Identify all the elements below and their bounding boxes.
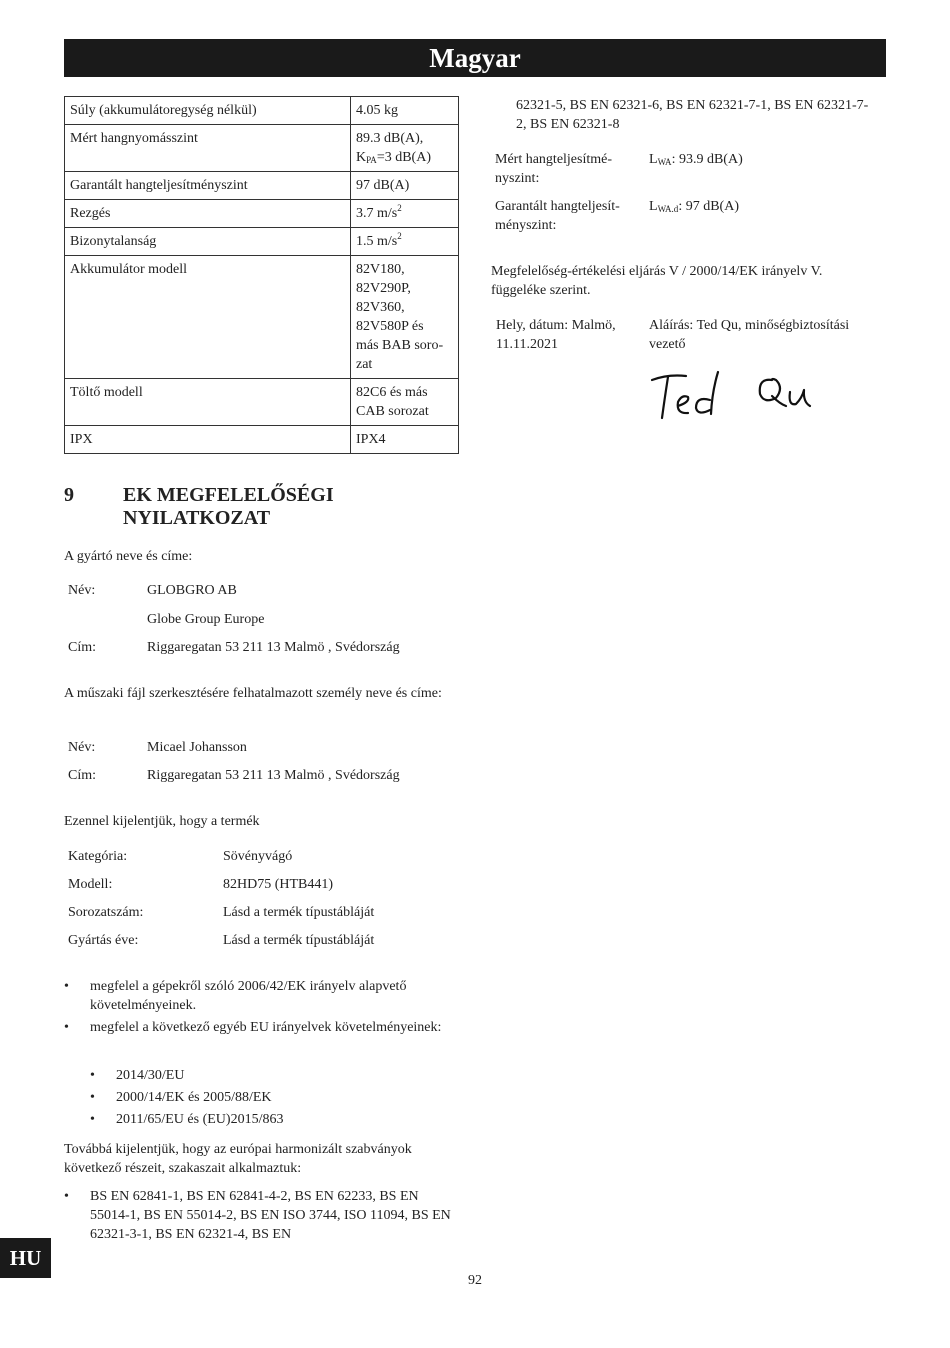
standards-intro: Továbbá kijelentjük, hogy az európai harmonizált szabványok következő részeit, szakaszait alkalmaztuk: xyxy=(64,1142,412,1176)
table-row xyxy=(65,200,459,228)
spec-label: Töltő modell xyxy=(65,379,351,426)
spec-value xyxy=(351,125,459,172)
spec-table xyxy=(64,96,459,454)
sound-symbol: L xyxy=(649,199,658,214)
list-item: • BS EN 62841-1, BS EN 62841-4-2, BS EN 62233, BS EN 55014-1, BS EN 55014-2, BS EN ISO 3744, ISO 11094, BS EN 62321-3-1, BS EN 62321-4, BS EN xyxy=(64,1187,454,1244)
compliance-list xyxy=(64,977,464,1040)
signer-line: vezető xyxy=(649,337,686,352)
spec-value: 97 dB(A) xyxy=(351,172,459,200)
section-title-line: EK MEGFELELŐSÉGI xyxy=(123,484,334,506)
table-row xyxy=(65,125,459,172)
spec-value-sup: 2 xyxy=(397,231,402,241)
technical-address-label: Cím: xyxy=(68,768,97,783)
spec-label: IPX xyxy=(65,426,351,454)
table-row xyxy=(65,172,459,200)
table-row xyxy=(65,256,459,379)
section-number: 9 xyxy=(64,484,74,506)
product-label: Kategória: xyxy=(68,849,128,864)
signer xyxy=(649,316,889,354)
place-date-line: 11.11.2021 xyxy=(496,337,558,352)
product-value: Lásd a termék típustábláját xyxy=(223,933,375,948)
list-item: • megfelel a gépekről szóló 2006/42/EK irányelv alapvető követelményeinek. xyxy=(64,977,464,1015)
spec-value-line: 82V180, xyxy=(356,262,405,277)
spec-label: Bizonytalanság xyxy=(65,228,351,256)
spec-value xyxy=(351,200,459,228)
spec-value xyxy=(351,379,459,426)
standards-continued: 62321-5, BS EN 62321-6, BS EN 62321-7-1, BS EN 62321-7-2, BS EN 62321-8 xyxy=(516,98,869,132)
language-tab: HU xyxy=(0,1238,51,1278)
product-intro: Ezennel kijelentjük, hogy a termék xyxy=(64,814,260,829)
spec-value-line: 82C6 és más xyxy=(356,385,428,400)
list-item: • megfelel a következő egyéb EU irányelvek követelményeinek: xyxy=(64,1018,464,1037)
sound-value: : 97 dB(A) xyxy=(678,199,739,214)
manufacturer-intro: A gyártó neve és címe: xyxy=(64,549,193,564)
table-row xyxy=(65,379,459,426)
sound-symbol: L xyxy=(649,152,658,167)
spec-value-sup: 2 xyxy=(397,203,402,213)
manufacturer-address: Riggaregatan 53 211 13 Malmö , Svédország xyxy=(147,640,400,655)
section-title xyxy=(123,484,423,530)
list-item: • 2011/65/EU és (EU)2015/863 xyxy=(90,1110,460,1129)
spec-value: IPX4 xyxy=(351,426,459,454)
guaranteed-sound-label: Garantált hangteljesít-ményszint: xyxy=(495,199,620,233)
standards-list xyxy=(64,1187,454,1247)
sound-symbol-sub: WA.d xyxy=(657,204,679,214)
spec-value xyxy=(351,228,459,256)
spec-value-k-sub: PA xyxy=(366,155,377,165)
product-value: 82HD75 (HTB441) xyxy=(223,877,334,892)
manufacturer-name: GLOBGRO AB xyxy=(147,583,237,598)
spec-value xyxy=(351,256,459,379)
table-row xyxy=(65,97,459,125)
procedure-text: Megfelelőség-értékelési eljárás V / 2000/14/EK irányelv V. függeléke szerint. xyxy=(491,264,823,298)
manufacturer-name-label: Név: xyxy=(68,583,96,598)
directive-list xyxy=(90,1066,460,1132)
section-title-line: NYILATKOZAT xyxy=(123,507,271,529)
technical-intro: A műszaki fájl szerkesztésére felhatalmazott személy neve és címe: xyxy=(64,686,442,701)
spec-value-line: zat xyxy=(356,357,373,372)
spec-label: Mért hangnyomásszint xyxy=(65,125,351,172)
manufacturer-address-label: Cím: xyxy=(68,640,97,655)
spec-value-k-rest: =3 dB(A) xyxy=(376,150,431,165)
product-label: Modell: xyxy=(68,877,113,892)
spec-value-k: K xyxy=(356,150,367,165)
sound-symbol-sub: WA xyxy=(657,157,672,167)
place-date-line: Hely, dátum: Malmö, xyxy=(496,318,616,333)
spec-value-line: más BAB soro- xyxy=(356,338,444,353)
technical-address: Riggaregatan 53 211 13 Malmö , Svédország xyxy=(147,768,400,783)
manufacturer-name-2: Globe Group Europe xyxy=(147,612,265,627)
page-number: 92 xyxy=(468,1273,482,1288)
table-row xyxy=(65,228,459,256)
list-item: • 2000/14/EK és 2005/88/EK xyxy=(90,1088,460,1107)
spec-value-line: CAB sorozat xyxy=(356,404,429,419)
spec-value-line: 89.3 dB(A), xyxy=(356,131,424,146)
spec-label: Súly (akkumulátoregység nélkül) xyxy=(65,97,351,125)
product-value: Lásd a termék típustábláját xyxy=(223,905,375,920)
list-item: • 2014/30/EU xyxy=(90,1066,460,1085)
measured-sound-value xyxy=(649,150,879,169)
technical-name: Micael Johansson xyxy=(147,740,247,755)
spec-value-text: 1.5 m/s xyxy=(356,234,398,249)
spec-label: Garantált hangteljesítményszint xyxy=(65,172,351,200)
spec-label: Akkumulátor modell xyxy=(65,256,351,379)
spec-value-line: 82V360, xyxy=(356,300,405,315)
place-date xyxy=(496,316,646,354)
signature-image xyxy=(648,366,818,426)
page-title: Magyar xyxy=(64,39,886,77)
spec-label: Rezgés xyxy=(65,200,351,228)
signer-line: Aláírás: Ted Qu, minőségbiztosítási xyxy=(649,318,850,333)
measured-sound-label: Mért hangteljesítmé-nyszint: xyxy=(495,152,613,186)
sound-value: : 93.9 dB(A) xyxy=(671,152,743,167)
spec-value-text: 3.7 m/s xyxy=(356,206,398,221)
product-value: Sövényvágó xyxy=(223,849,293,864)
spec-value-line: 82V290P, xyxy=(356,281,411,296)
product-label: Sorozatszám: xyxy=(68,905,144,920)
spec-value: 4.05 kg xyxy=(351,97,459,125)
guaranteed-sound-value xyxy=(649,197,879,216)
spec-value-line: 82V580P és xyxy=(356,319,424,334)
table-row xyxy=(65,426,459,454)
technical-name-label: Név: xyxy=(68,740,96,755)
product-label: Gyártás éve: xyxy=(68,933,139,948)
